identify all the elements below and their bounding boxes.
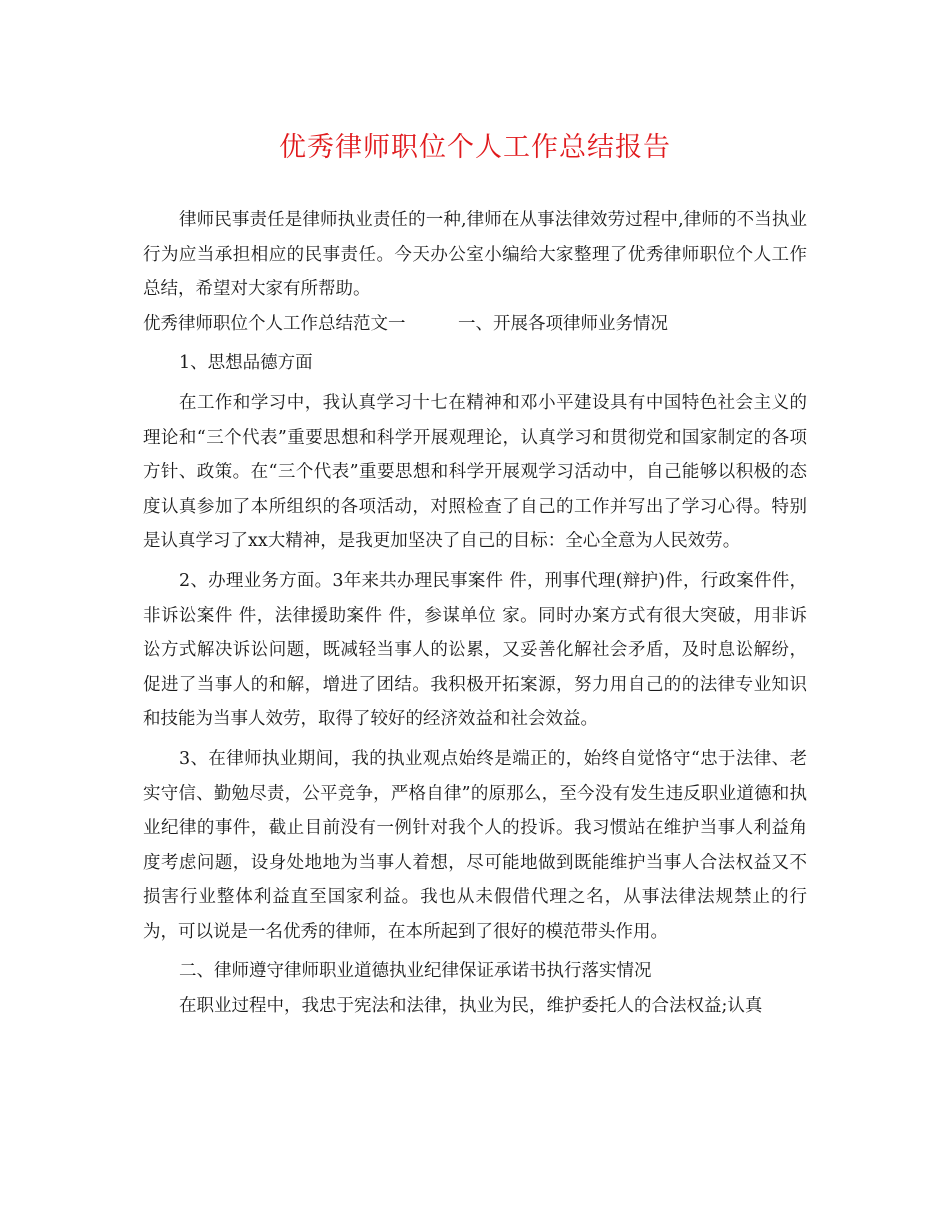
document-body [143, 203, 807, 1024]
section-2-paragraph: 2、办理业务方面。3年来共办理民事案件 件，刑事代理(辩护)件，行政案件件，非诉讼案件 件，法律援助案件 件，参谋单位 家。同时办案方式有很大突破，用非诉讼方式解决诉讼问题，既减轻当事人的讼累，又妥善化解社会矛盾，及时息讼解纷，促进了当事人的和解，增进了团结。我积极开拓案源，努力用自己的的法律专业知识和技能为当事人效劳，取得了较好的经济效益和社会效益。 [143, 570, 807, 730]
part-2-paragraph: 在职业过程中，我忠于宪法和法律，执业为民，维护委托人的合法权益;认真 [179, 996, 763, 1017]
sample-heading: 优秀律师职位个人工作总结范文一 一、开展各项律师业务情况 [143, 313, 668, 334]
section-1-heading: 1、思想品德方面 [179, 353, 313, 374]
section-3-paragraph: 3、在律师执业期间，我的执业观点始终是端正的，始终自觉恪守“忠于法律、老实守信、勤勉尽责，公平竞争，严格自律”的原那么，至今没有发生违反职业道德和执业纪律的事件，截止目前没有一例针对我个人的投诉。我习惯站在维护当事人利益角度考虑问题，设身处地地为当事人着想，尽可能地做到既能维护当事人合法权益又不损害行业整体利益直至国家利益。我也从未假借代理之名，从事法律法规禁止的行为，可以说是一名优秀的律师，在本所起到了很好的模范带头作用。 [143, 748, 807, 942]
section-1-paragraph: 在工作和学习中，我认真学习十七在精神和邓小平建设具有中国特色社会主义的理论和“三个代表”重要思想和科学开展观理论，认真学习和贯彻党和国家制定的各项方针、政策。在“三个代表”重要思想和科学开展观学习活动中，自己能够以积极的态度认真参加了本所组织的各项活动，对照检查了自己的工作并写出了学习心得。特别是认真学习了xx大精神，是我更加坚决了自己的目标：全心全意为人民效劳。 [143, 392, 807, 552]
document-title: 优秀律师职位个人工作总结报告 [279, 132, 671, 163]
part-2-heading: 二、律师遵守律师职业道德执业纪律保证承诺书执行落实情况 [179, 961, 652, 982]
intro-paragraph: 律师民事责任是律师执业责任的一种,律师在从事法律效劳过程中,律师的不当执业行为应当承担相应的民事责任。今天办公室小编给大家整理了优秀律师职位个人工作总结，希望对大家有所帮助。 [143, 210, 807, 300]
